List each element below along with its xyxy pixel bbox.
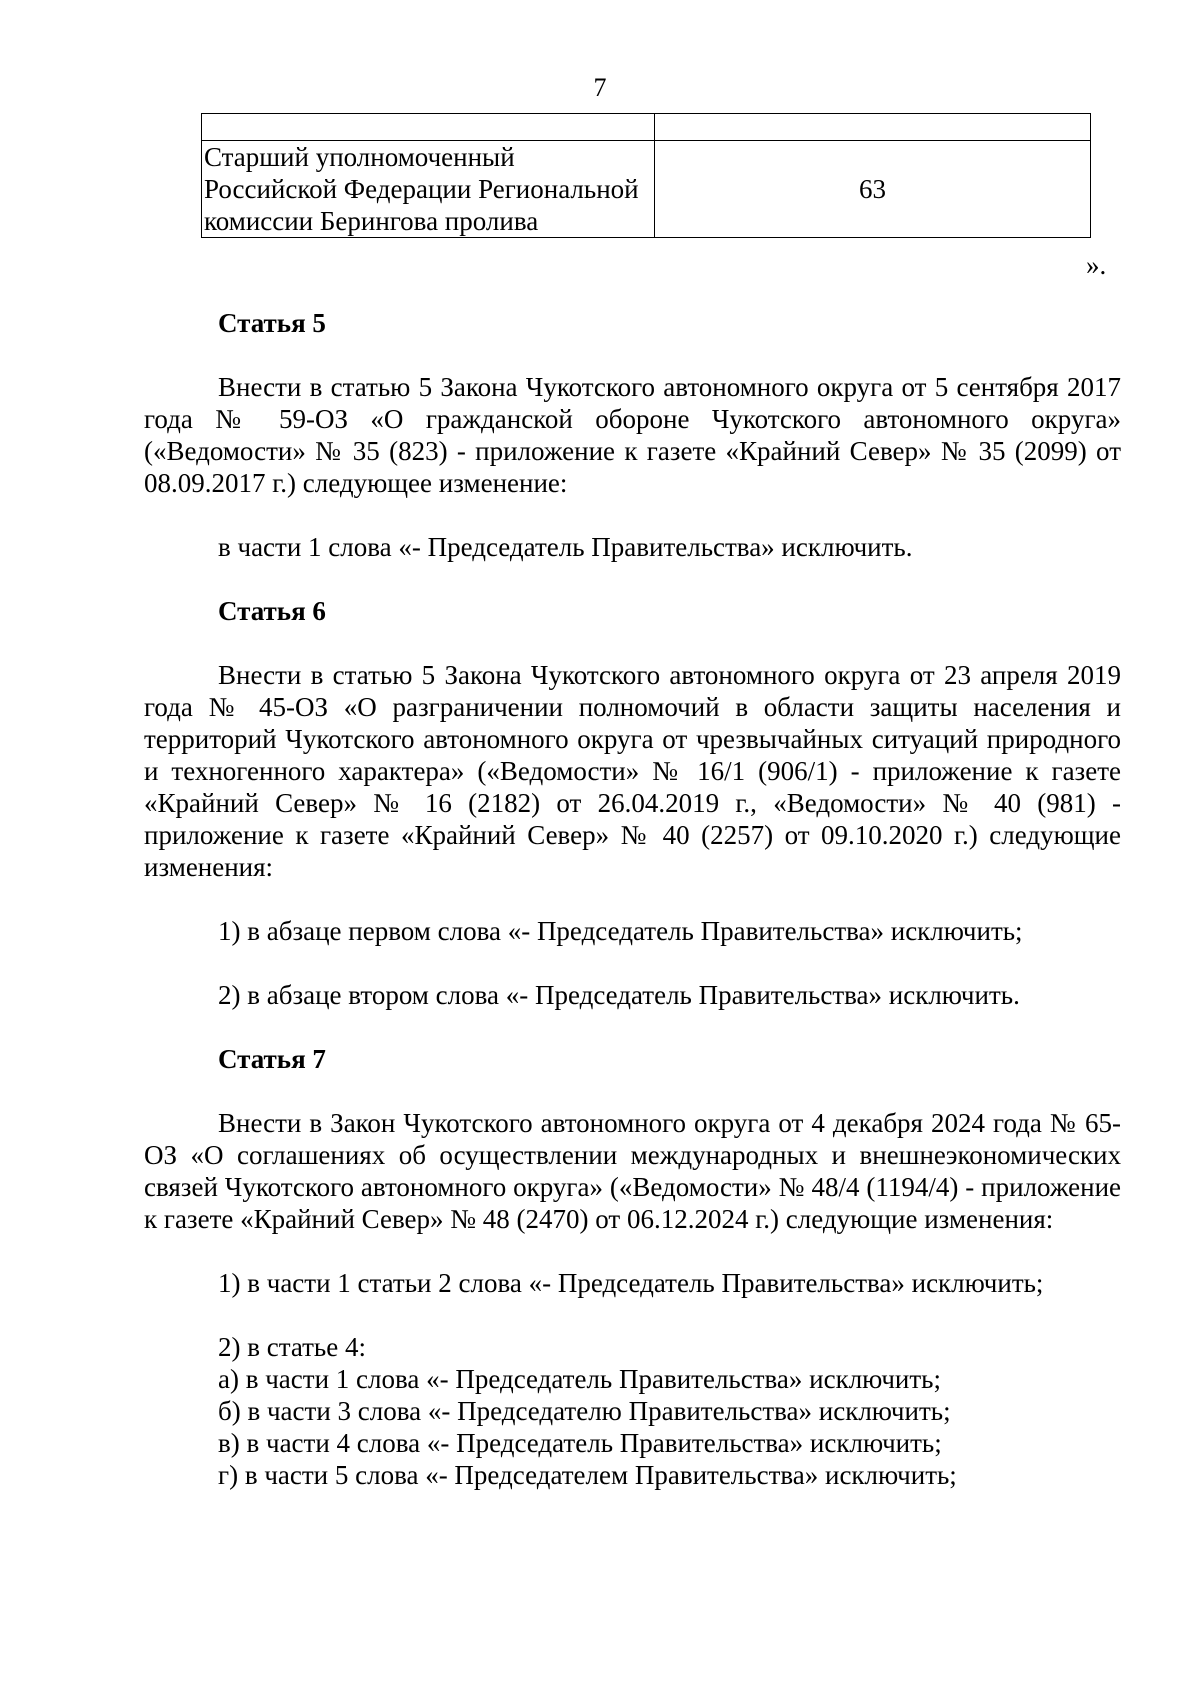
- table-row: [202, 141, 1091, 238]
- article-5-intro: Внести в статью 5 Закона Чукотского автономного округа от 5 сентября 2017 года № 59-ОЗ «О гражданской обороне Чукотского автономного округа» («Ведомости» № 35 (823) - приложение к газете «Крайний Север» № 35 (2099) от 08.09.2017 г.) следующее изменение:: [144, 372, 1121, 498]
- article-7-subitem-a: а) в части 1 слова «- Председатель Правительства» исключить;: [218, 1364, 941, 1394]
- table-closing-quote: ».: [1086, 250, 1107, 280]
- article-6-intro: Внести в статью 5 Закона Чукотского автономного округа от 23 апреля 2019 года № 45-ОЗ «О разграничении полномочий в области защиты населения и территорий Чукотского автономного округа от чрезвычайных ситуаций природного и техногенного характера» («Ведомости» № 16/1 (906/1) - приложение к газете «Крайний Север» № 16 (2182) от 26.04.2019 г., «Ведомости» № 40 (981) - приложение к газете «Крайний Север» № 40 (2257) от 09.10.2020 г.) следующие изменения:: [144, 660, 1121, 882]
- table-cell-position: Старший уполномоченный Российской Федерации Региональной комиссии Берингова пролива: [202, 141, 655, 238]
- article-5-item-1: в части 1 слова «- Председатель Правительства» исключить.: [218, 532, 913, 562]
- document-body: [144, 307, 1121, 1491]
- article-7-subitem-b: б) в части 3 слова «- Председателю Правительства» исключить;: [218, 1396, 951, 1426]
- article-5-heading: Статья 5: [218, 308, 326, 338]
- page-number: 7: [593, 73, 607, 102]
- article-6-item-1: 1) в абзаце первом слова «- Председатель Правительства» исключить;: [218, 916, 1023, 946]
- table-cell-value: 63: [655, 141, 1091, 238]
- table-header-row: [202, 114, 1091, 141]
- article-7-subitem-c: в) в части 4 слова «- Председатель Правительства» исключить;: [218, 1428, 942, 1458]
- table-header-cell-1: [202, 114, 655, 141]
- article-6-heading: Статья 6: [218, 596, 326, 626]
- article-7-item-2-title: 2) в статье 4:: [218, 1332, 366, 1362]
- article-7-intro: Внести в Закон Чукотского автономного округа от 4 декабря 2024 года № 65-ОЗ «О соглашениях об осуществлении международных и внешнеэкономических связей Чукотского автономного округа» («Ведомости» № 48/4 (1194/4) - приложение к газете «Крайний Север» № 48 (2470) от 06.12.2024 г.) следующие изменения:: [144, 1108, 1121, 1234]
- article-7-item-1: 1) в части 1 статьи 2 слова «- Председатель Правительства» исключить;: [218, 1268, 1044, 1298]
- table-header-cell-2: [655, 114, 1091, 141]
- article-7-subitem-d: г) в части 5 слова «- Председателем Правительства» исключить;: [218, 1460, 957, 1490]
- positions-table: [201, 113, 1091, 238]
- article-7-heading: Статья 7: [218, 1044, 326, 1074]
- article-6-item-2: 2) в абзаце втором слова «- Председатель Правительства» исключить.: [218, 980, 1020, 1010]
